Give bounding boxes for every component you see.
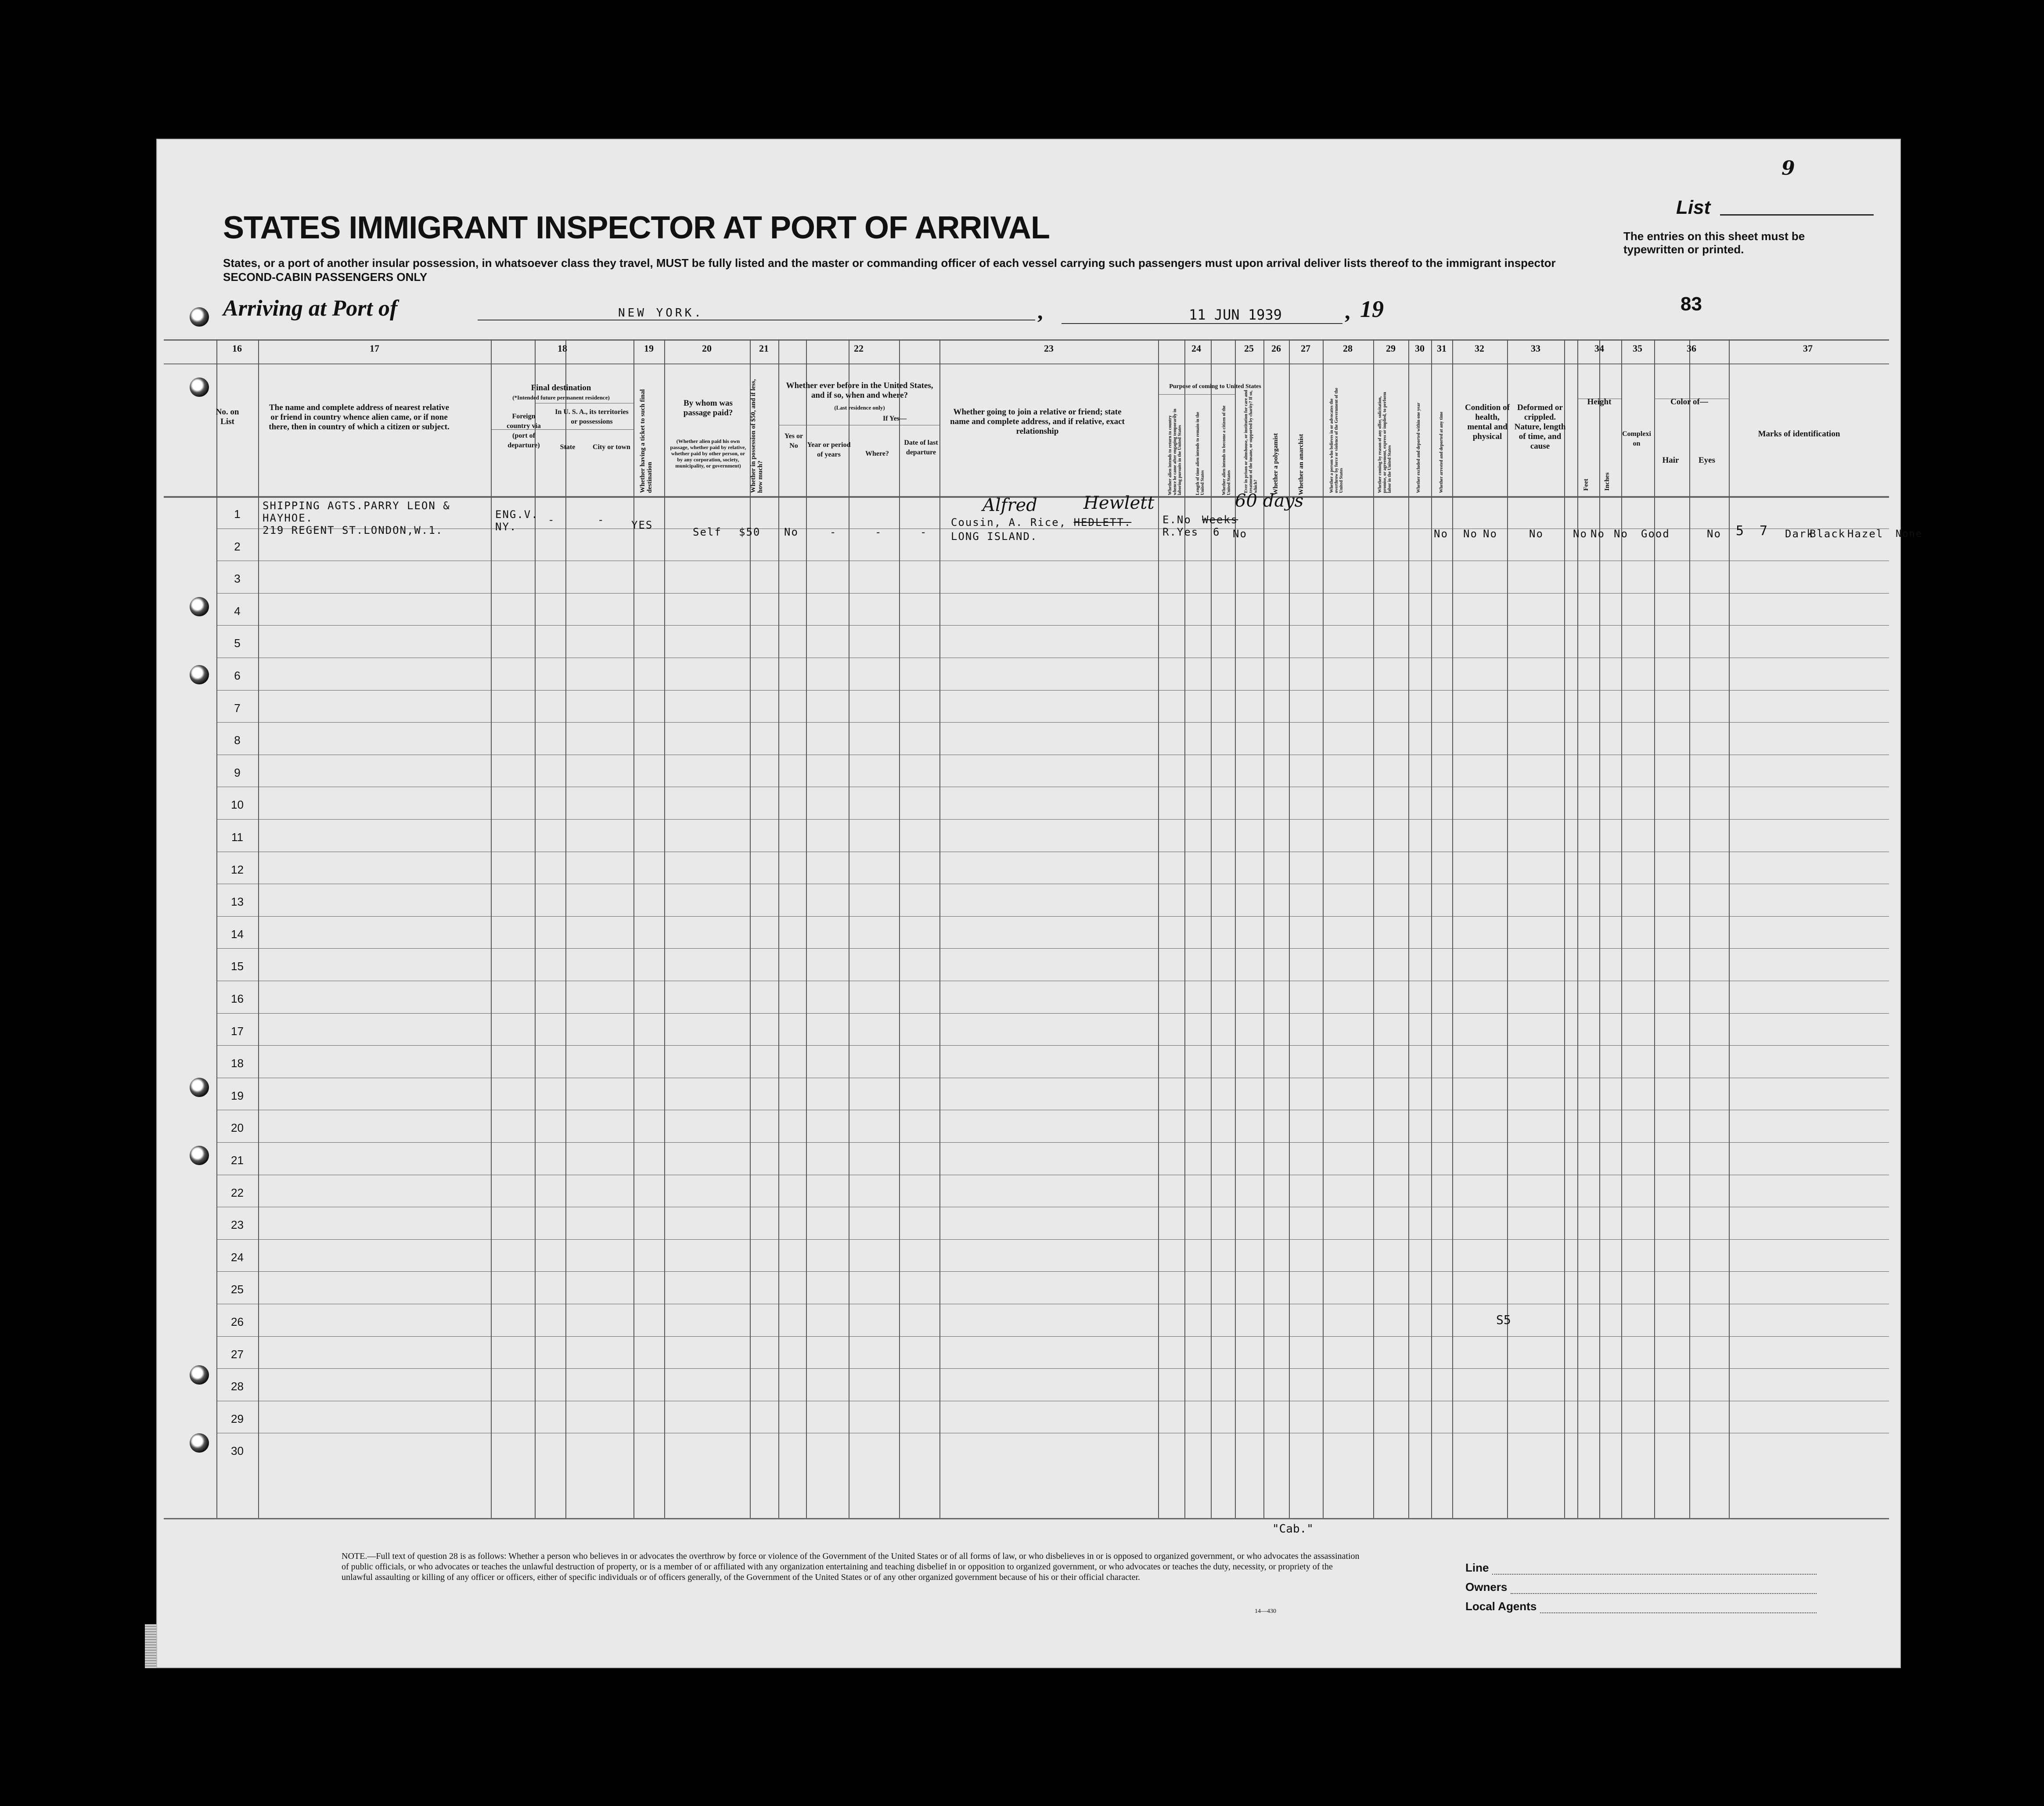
header-complexion: Complexion <box>1622 430 1651 447</box>
entry-citizen: No <box>1233 528 1247 540</box>
entry-money: $50 <box>739 526 761 538</box>
header-prison: Ever in prison or almshouse, or institution for care and treatment of the insane, or supported by charity? If so, which? <box>1244 390 1258 493</box>
header-color-of: Color of— <box>1670 397 1708 407</box>
entry-nearest-relative: SHIPPING AGTS.PARRY LEON & HAYHOE. 219 REGENT ST.LONDON,W.1. <box>263 500 450 536</box>
sequence-number: 83 <box>1681 293 1702 315</box>
grid-line <box>164 339 1889 341</box>
grid-line <box>258 339 259 1518</box>
grid-line <box>565 339 566 1518</box>
header-final-destination: Final destination (*Intended future permanent residence) <box>512 383 610 401</box>
arriving-label: Arriving at Port of <box>223 296 398 321</box>
row-number: 23 <box>231 1218 244 1232</box>
list-label: List <box>1676 197 1711 218</box>
grid-line <box>939 339 940 1518</box>
header-in-usa: In U. S. A., its territories or possessions <box>555 408 629 425</box>
header-q30: Whether excluded and deported within one year <box>1416 403 1421 493</box>
grid-line <box>216 1239 1889 1240</box>
header-city: City or town <box>593 443 630 451</box>
form-title: STATES IMMIGRANT INSPECTOR AT PORT OF ARRIVAL <box>223 210 1050 245</box>
row-number: 4 <box>234 604 241 618</box>
header-year-or-period: Year or period of years <box>807 441 851 458</box>
entry-q28: No <box>1529 528 1544 540</box>
entry-marks: None <box>1896 529 1922 540</box>
entry-polygamist: No <box>1463 528 1478 540</box>
punch-hole <box>190 1078 209 1097</box>
grid-line <box>1323 339 1324 1518</box>
column-number: 31 <box>1437 343 1447 354</box>
row-number: 12 <box>231 863 244 876</box>
grid-line <box>164 363 1889 364</box>
column-number: 19 <box>644 343 654 354</box>
header-ticket: Whether having a ticket to such final destination <box>639 389 653 493</box>
grid-line <box>1431 339 1432 1518</box>
row-number: 7 <box>234 701 241 715</box>
header-passage-paid-note: (Whether alien paid his own passage, whether paid by relative, whether paid by other person, or by any corporation, society, municipality, or government) <box>670 438 746 469</box>
column-number: 32 <box>1475 343 1484 354</box>
column-number: 21 <box>759 343 769 354</box>
row-number: 15 <box>231 960 244 973</box>
footer-line-row: Line <box>1465 1555 1817 1575</box>
entry-foreign-country: ENG.V. NY. <box>495 508 539 533</box>
entry-year: - <box>830 526 837 538</box>
header-eyes: Eyes <box>1699 456 1715 465</box>
list-line <box>1720 210 1874 216</box>
grid-line <box>216 593 1889 594</box>
entry-ticket: YES <box>631 519 653 531</box>
row-number: 30 <box>231 1444 244 1458</box>
grid-line <box>1564 339 1565 1518</box>
grid-line <box>1452 339 1453 1518</box>
entry-city: - <box>597 514 605 526</box>
punch-hole <box>190 665 209 684</box>
column-number: 25 <box>1244 343 1254 354</box>
punch-hole <box>190 1146 209 1165</box>
grid-line <box>216 339 217 1518</box>
form-number: 14—430 <box>1255 1608 1276 1615</box>
row-number: 20 <box>231 1121 244 1135</box>
entry-complexion: Dark <box>1785 528 1814 540</box>
entry-prison: No <box>1434 528 1448 540</box>
note-question-28: NOTE.—Full text of question 28 is as follows: Whether a person who believes in or advocates the overthrow by force or violence of the Government of the United States or of all forms of law, or who disbelieves in or is opposed to organized government, or who advocates the assassination of public officials, or who advocates or teaches the unlawful destruction of property, or is a member of or affiliated with any organization entertaining and teaching disbelief in or opposition to organized government, or who advocates or teaches the duty, necessity, or propriety of the unlawful assaulting or killing of any officer or officers, either of specific individuals or of officers generally, of the Government of the United States or of any other organized government because of his or their official character. <box>342 1551 1360 1582</box>
entry-purpose: E.No R.Yes <box>1162 514 1199 538</box>
struck-weeks: Weeks <box>1202 514 1238 526</box>
date-field: 11 JUN 1939 <box>1062 306 1342 324</box>
entry-time-number: 6 <box>1213 526 1220 538</box>
header-polygamist: Whether a polygamist <box>1272 433 1279 495</box>
row-number: 21 <box>231 1154 244 1167</box>
grid-line <box>1158 394 1235 395</box>
row-number: 28 <box>231 1380 244 1393</box>
header-q29: Whether coming by reason of any offer, solicitation, promise, or agreement, express or implied, to perform labor in the United States <box>1378 392 1392 493</box>
cab-label: "Cab." <box>1272 1522 1313 1536</box>
column-number: 26 <box>1271 343 1281 354</box>
header-passage-paid: By whom was passage paid? <box>683 399 733 417</box>
punch-hole <box>190 378 209 397</box>
entry-eyes: Hazel <box>1847 528 1884 540</box>
handwritten-time: 60 days <box>1235 491 1304 511</box>
grid-line <box>1263 339 1264 1518</box>
entry-passage-paid: Self <box>693 526 722 538</box>
column-number: 23 <box>1044 343 1054 354</box>
grid-line <box>216 1013 1889 1014</box>
punch-hole <box>190 307 209 327</box>
header-marks: Marks of identification <box>1758 429 1840 439</box>
grid-line <box>216 1142 1889 1143</box>
column-number: 20 <box>702 343 712 354</box>
grid-line <box>1158 339 1159 1518</box>
header-ever-before: Whether ever before in the United States, and if so, when and where? <box>786 381 933 400</box>
entry-hair: Black <box>1810 528 1846 540</box>
comma: , <box>1037 299 1043 324</box>
entry-ever-before: No <box>784 526 799 538</box>
grid-line <box>1408 339 1409 1518</box>
column-number: 37 <box>1803 343 1813 354</box>
grid-line <box>216 625 1889 626</box>
header-q31: Whether arrested and deported at any time <box>1439 411 1444 493</box>
column-number: 22 <box>854 343 864 354</box>
row-number: 16 <box>231 992 244 1005</box>
row-number: 27 <box>231 1347 244 1361</box>
entry-condition: Good <box>1641 528 1670 540</box>
list-number: 9 <box>1781 157 1795 180</box>
row-number: 13 <box>231 895 244 909</box>
grid-line <box>216 1336 1889 1337</box>
row-number: 24 <box>231 1250 244 1264</box>
header-purpose: Purpose of coming to United States <box>1169 383 1261 390</box>
punch-hole <box>190 1433 209 1453</box>
header-last-departure: Date of last departure <box>904 439 938 456</box>
grid-line <box>1621 339 1622 1518</box>
footer-owners-row: Owners <box>1465 1575 1817 1594</box>
row-number: 11 <box>231 831 243 844</box>
row-number: 19 <box>231 1089 244 1102</box>
header-height: Height <box>1587 397 1612 407</box>
row-number: 5 <box>234 637 241 650</box>
row-number: 10 <box>231 798 244 812</box>
header-no-on-list: No. on List <box>216 407 239 426</box>
column-number: 28 <box>1343 343 1353 354</box>
stray-mark: S5 <box>1496 1313 1511 1327</box>
comma: , <box>1345 299 1350 324</box>
column-number: 33 <box>1531 343 1540 354</box>
header-feet: Feet <box>1583 478 1590 491</box>
grid-line <box>1373 339 1374 1518</box>
entry-q30: No <box>1591 528 1605 540</box>
grid-line <box>1507 339 1508 1518</box>
entry-feet: 5 <box>1736 523 1745 539</box>
port-field: NEW YORK. <box>478 306 1035 320</box>
grid-line <box>1577 339 1578 1518</box>
footer-signatures <box>1465 1555 1817 1613</box>
entry-deformed: No <box>1707 528 1721 540</box>
row-number: 17 <box>231 1024 244 1038</box>
column-number: 18 <box>558 343 567 354</box>
grid-line <box>633 339 634 1518</box>
struck-surname: HEDLETT. <box>1073 516 1132 529</box>
grid-line <box>1689 339 1690 1518</box>
form-subtitle: States, or a port of another insular possession, in whatsoever class they travel, MUST be fully listed and the master or commanding officer of each vessel carrying such passengers must upon arrival deliver lists thereof to the immigrant inspector SECOND-CABIN PASSENGERS ONLY <box>223 256 1556 284</box>
footer-local-agents-row: Local Agents <box>1465 1594 1817 1613</box>
entry-inches: 7 <box>1760 523 1769 539</box>
row-number: 9 <box>234 766 241 779</box>
entry-anarchist: No <box>1483 528 1497 540</box>
header-foreign-country: Foreign country via (port of departure) <box>507 413 541 449</box>
column-number: 17 <box>370 343 379 354</box>
row-number: 29 <box>231 1412 244 1425</box>
column-number: 35 <box>1633 343 1642 354</box>
row-number: 25 <box>231 1283 244 1296</box>
header-nearest-relative: The name and complete address of nearest relative or friend in country whence alien came, or if none there, then in country of which a citizen or subject. <box>269 403 450 432</box>
header-q28: Whether a person who believes in or advocates the overthrow by force or violence of the Government of the United States <box>1329 388 1344 493</box>
header-last-residence: (Last residence only) <box>834 404 885 411</box>
class-line: SECOND-CABIN PASSENGERS ONLY <box>223 270 428 284</box>
column-number: 34 <box>1594 343 1604 354</box>
column-number: 24 <box>1191 343 1201 354</box>
header-state: State <box>560 443 576 451</box>
grid-line <box>216 819 1889 820</box>
grid-line <box>216 948 1889 949</box>
header-anarchist: Whether an anarchist <box>1298 434 1305 495</box>
punch-hole <box>190 1365 209 1385</box>
grid-line <box>664 339 665 1518</box>
year-prefix: 19 <box>1360 296 1384 322</box>
row-number: 1 <box>234 507 241 521</box>
handwritten-surname: Hewlett <box>1083 493 1155 513</box>
row-number: 18 <box>231 1057 244 1070</box>
grid-line <box>750 339 751 1518</box>
entry-last-departure: - <box>920 526 928 538</box>
grid-line <box>164 1518 1889 1519</box>
header-money: Whether in possession of $50, and if less, how much? <box>750 379 764 493</box>
entry-joining: Cousin, A. Rice, HEDLETT. LONG ISLAND. <box>951 516 1132 543</box>
entry-q29: No <box>1573 528 1587 540</box>
grid-line <box>216 690 1889 691</box>
handwritten-first-name: Alfred <box>982 495 1037 515</box>
entry-q31: No <box>1614 528 1628 540</box>
manifest-sheet <box>157 140 1922 1667</box>
entry-where: - <box>875 526 882 538</box>
grid-line <box>1654 339 1655 1518</box>
header-purpose-citizen: Whether alien intends to become a citizen of the United States <box>1222 405 1231 495</box>
grid-line <box>1599 339 1600 1518</box>
column-number: 16 <box>232 343 242 354</box>
header-hair: Hair <box>1662 456 1679 465</box>
header-purpose-return: Whether alien intends to return to country whence he came after engaging temporarily in laboring pursuits in the United States <box>1168 409 1182 495</box>
header-where: Where? <box>865 450 889 457</box>
column-number: 36 <box>1687 343 1696 354</box>
row-number: 8 <box>234 734 241 747</box>
header-deformed: Deformed or crippled. Nature, length of time, and cause <box>1514 403 1566 451</box>
row-number: 14 <box>231 927 244 941</box>
grid-line <box>806 339 807 1518</box>
header-purpose-length: Length of time alien intends to remain in the United States <box>1195 412 1205 495</box>
column-number: 29 <box>1386 343 1396 354</box>
row-number: 22 <box>231 1186 244 1199</box>
grid-line <box>899 339 900 1518</box>
row-number: 26 <box>231 1315 244 1328</box>
header-condition: Condition of health, mental and physical <box>1465 403 1510 441</box>
grid-line <box>1289 339 1290 1518</box>
entry-state: - <box>548 514 555 526</box>
grid-line <box>1729 339 1730 1518</box>
header-joining: Whether going to join a relative or friend; state name and complete address, and if relative, exact relationship <box>950 407 1125 436</box>
grid-line <box>216 1368 1889 1369</box>
row-number: 2 <box>234 540 241 553</box>
grid-line <box>778 339 779 1518</box>
grid-line <box>491 339 492 1518</box>
header-yes-or-no: Yes or No <box>784 432 803 450</box>
grid-line <box>216 916 1889 917</box>
column-number: 27 <box>1301 343 1310 354</box>
header-if-yes: If Yes— <box>882 415 907 422</box>
entries-note: The entries on this sheet must be typewritten or printed. <box>1623 230 1805 256</box>
row-number: 6 <box>234 669 241 682</box>
column-number: 30 <box>1415 343 1425 354</box>
grid-line <box>216 1045 1889 1046</box>
grid-line <box>216 722 1889 723</box>
header-inches: Inches <box>1604 472 1611 491</box>
punch-hole <box>190 597 209 616</box>
row-number: 3 <box>234 572 241 586</box>
grid-line <box>216 1271 1889 1272</box>
